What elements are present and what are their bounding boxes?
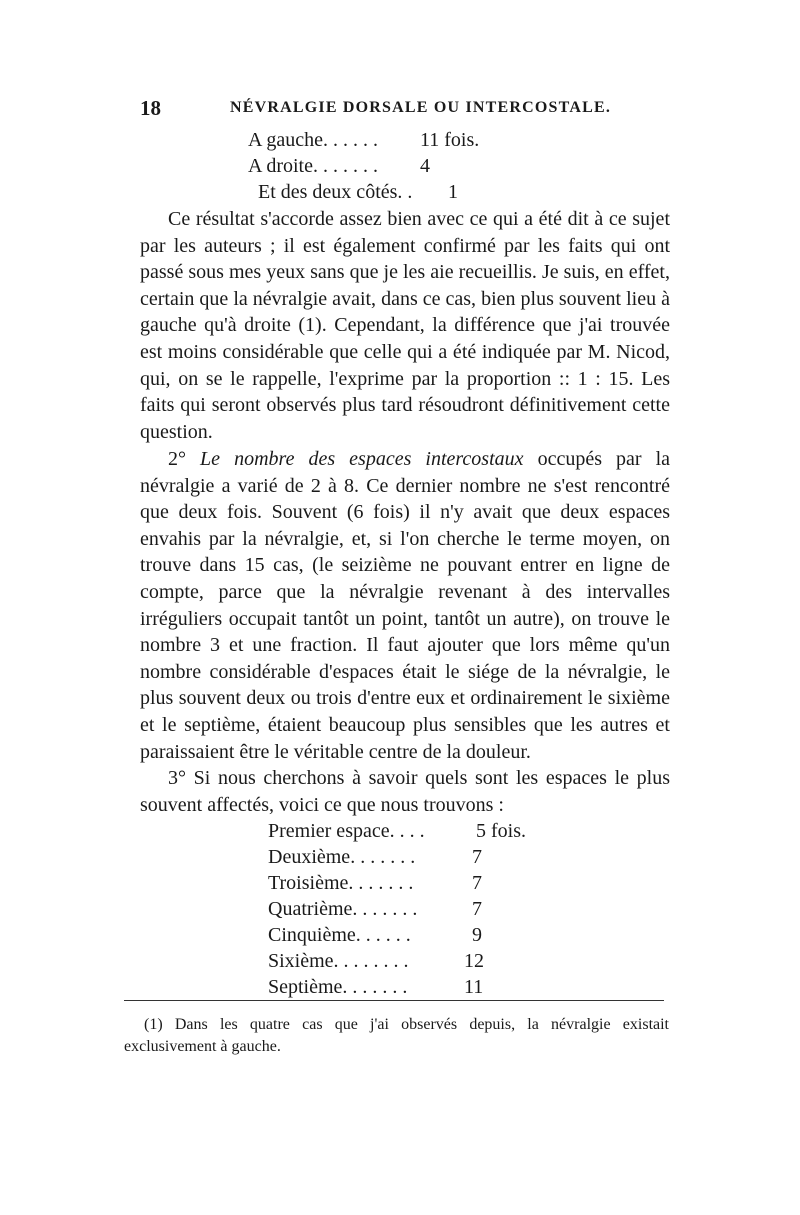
tally-label: Septième. . . . . . . xyxy=(268,976,408,998)
list-item xyxy=(268,896,548,922)
tally-value: 1 xyxy=(448,181,458,203)
tally-label: Cinquième. . . . . . xyxy=(268,924,411,946)
tally-value: 5 fois. xyxy=(476,820,526,842)
tally-label: Sixième. . . . . . . . xyxy=(268,950,409,972)
list-item xyxy=(248,153,508,179)
paragraph-question: 3° Si nous cherchons à savoir quels sont les espaces le plus souvent affectés, voici ce que nous trouvons : xyxy=(140,767,670,816)
tally-label: Quatrième. . . . . . . xyxy=(268,898,418,920)
tally-value: 11 xyxy=(464,976,484,998)
page-header xyxy=(140,96,670,126)
footnote: (1) Dans les quatre cas que j'ai observés depuis, la névralgie existait exclusivement à gauche. xyxy=(124,1016,669,1055)
tally-label: A gauche. . . . . . xyxy=(248,129,378,151)
italic-heading: Le nombre des espaces intercostaux xyxy=(200,448,524,470)
tally-value: 11 fois. xyxy=(420,129,480,151)
list-item xyxy=(268,948,548,974)
list-item xyxy=(268,818,548,844)
tally-label: Premier espace. . . . xyxy=(268,820,425,842)
paragraph-text: occupés par la névralgie a varié de 2 à 8. Ce dernier nombre ne s'est rencontré que deux fois. Souvent (6 fois) il n'y avait que deux espaces envahis par la névralgie, et, si l'on cherche le terme moyen, on trouve dans 15 cas, (le seizième ne pouvant entrer en ligne de compte, parce que la névralgie revenant à des intervalles irréguliers occupait tantôt un point, tantôt un autre), on trouve le nombre 3 et une fraction. Il faut ajouter que lors même qu'un nombre considérable d'espaces était le siége de la névralgie, le plus souvent deux ou trois d'entre eux et ordinairement le sixième et le septième, étaient beaucoup plus sensibles que les autres et paraissaient être le véritable centre de la douleur. xyxy=(140,448,671,763)
side-count-list xyxy=(248,127,508,207)
running-title: NÉVRALGIE DORSALE OU INTERCOSTALE. xyxy=(230,99,612,116)
paragraph-intercostal-spaces xyxy=(140,446,670,765)
list-item xyxy=(268,870,548,896)
tally-label: Deuxième. . . . . . . xyxy=(268,846,416,868)
footnote-divider xyxy=(124,1000,664,1001)
tally-label: A droite. . . . . . . xyxy=(248,155,378,177)
tally-label: Et des deux côtés. . xyxy=(258,181,413,203)
tally-value: 7 xyxy=(472,898,482,920)
tally-label: Troisième. . . . . . . xyxy=(268,872,414,894)
tally-value: 4 xyxy=(420,155,430,177)
tally-value: 7 xyxy=(472,846,482,868)
list-item xyxy=(268,922,548,948)
list-item xyxy=(248,127,508,153)
list-item xyxy=(248,179,508,205)
tally-value: 7 xyxy=(472,872,482,894)
space-count-list xyxy=(268,818,548,1000)
list-item xyxy=(268,974,548,1000)
paragraph-number: 2° xyxy=(168,448,186,470)
page-number: 18 xyxy=(140,96,161,120)
paragraph-result: Ce résultat s'accorde assez bien avec ce qui a été dit à ce sujet par les auteurs ; il est également confirmé par les faits qui ont passé sous mes yeux sans que je les aie recueillis. Je suis, en effet, certain que la névralgie avait, dans ce cas, bien plus souvent lieu à gauche qu'à droite (1). Cependant, la différence que j'ai trouvée est moins considérable que celle qui a été indiquée par M. Nicod, qui, on se le rappelle, l'exprime par la proportion :: 1 : 15. Les faits qui seront observés plus tard résoudront définitivement cette question. xyxy=(140,208,670,443)
tally-value: 9 xyxy=(472,924,482,946)
tally-value: 12 xyxy=(464,950,484,972)
list-item xyxy=(268,844,548,870)
